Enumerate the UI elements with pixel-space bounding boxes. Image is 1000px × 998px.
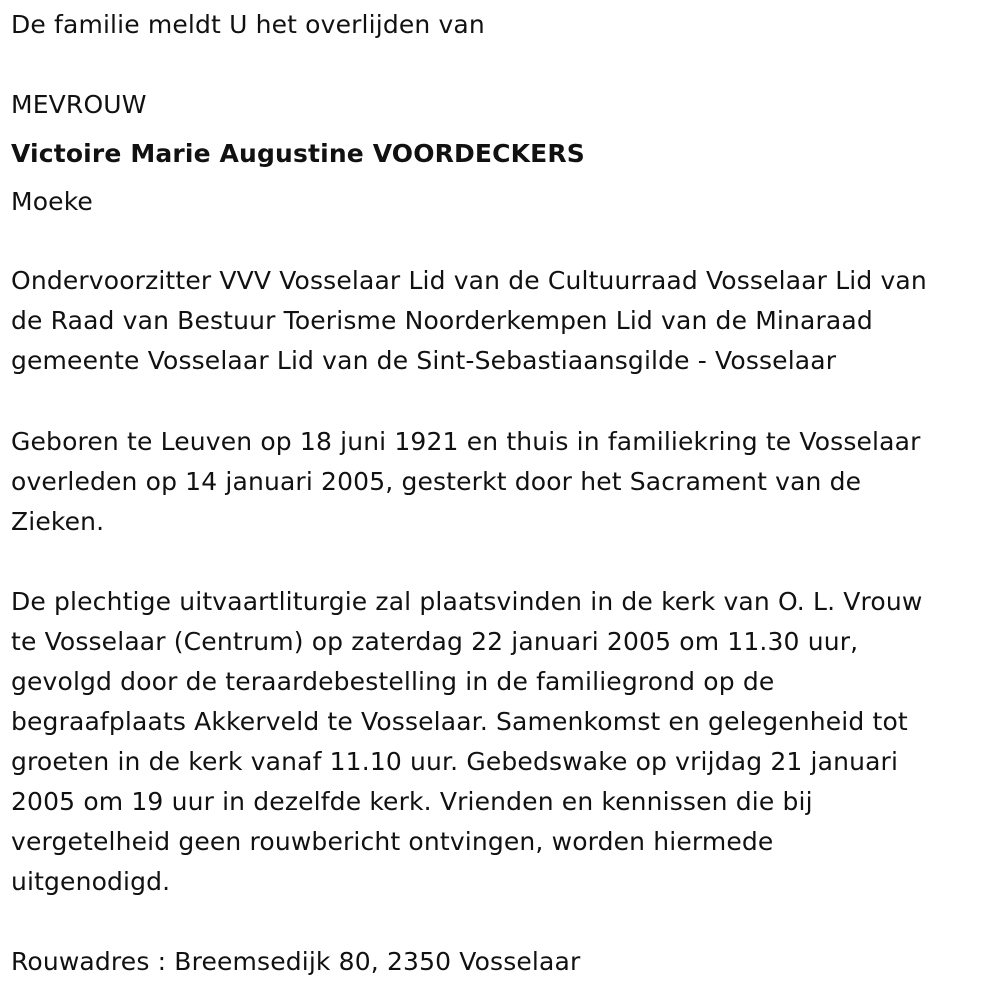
mourning-address: Rouwadres : Breemsedijk 80, 2350 Vosselaar (11, 947, 581, 976)
deceased-name: Victoire Marie Augustine VOORDECKERS (11, 139, 585, 168)
nickname: Moeke (11, 187, 93, 216)
funeral-paragraph (11, 582, 922, 902)
birth-death-line: overleden op 14 januari 2005, gesterkt door het Sacrament van de (11, 467, 862, 496)
roles-paragraph (11, 261, 927, 381)
roles-line: de Raad van Bestuur Toerisme Noorderkempen Lid van de Minaraad (11, 306, 873, 335)
honorific: MEVROUW (11, 90, 147, 119)
birth-death-line: Zieken. (11, 507, 105, 536)
funeral-line: te Vosselaar (Centrum) op zaterdag 22 januari 2005 om 11.30 uur, (11, 627, 859, 656)
funeral-line: 2005 om 19 uur in dezelfde kerk. Vrienden en kennissen die bij (11, 787, 813, 816)
funeral-line: uitgenodigd. (11, 867, 171, 896)
birth-death-paragraph (11, 422, 921, 542)
birth-death-line: Geboren te Leuven op 18 juni 1921 en thuis in familiekring te Vosselaar (11, 427, 921, 456)
funeral-line: begraafplaats Akkerveld te Vosselaar. Samenkomst en gelegenheid tot (11, 707, 908, 736)
funeral-line: gevolgd door de teraardebestelling in de familiegrond op de (11, 667, 775, 696)
intro-text: De familie meldt U het overlijden van (11, 10, 485, 39)
funeral-line: groeten in de kerk vanaf 11.10 uur. Gebedswake op vrijdag 21 januari (11, 747, 899, 776)
funeral-line: vergetelheid geen rouwbericht ontvingen, worden hiermede (11, 827, 774, 856)
roles-line: gemeente Vosselaar Lid van de Sint-Sebastiaansgilde - Vosselaar (11, 346, 837, 375)
roles-line: Ondervoorzitter VVV Vosselaar Lid van de Cultuurraad Vosselaar Lid van (11, 266, 927, 295)
funeral-line: De plechtige uitvaartliturgie zal plaatsvinden in de kerk van O. L. Vrouw (11, 587, 923, 616)
